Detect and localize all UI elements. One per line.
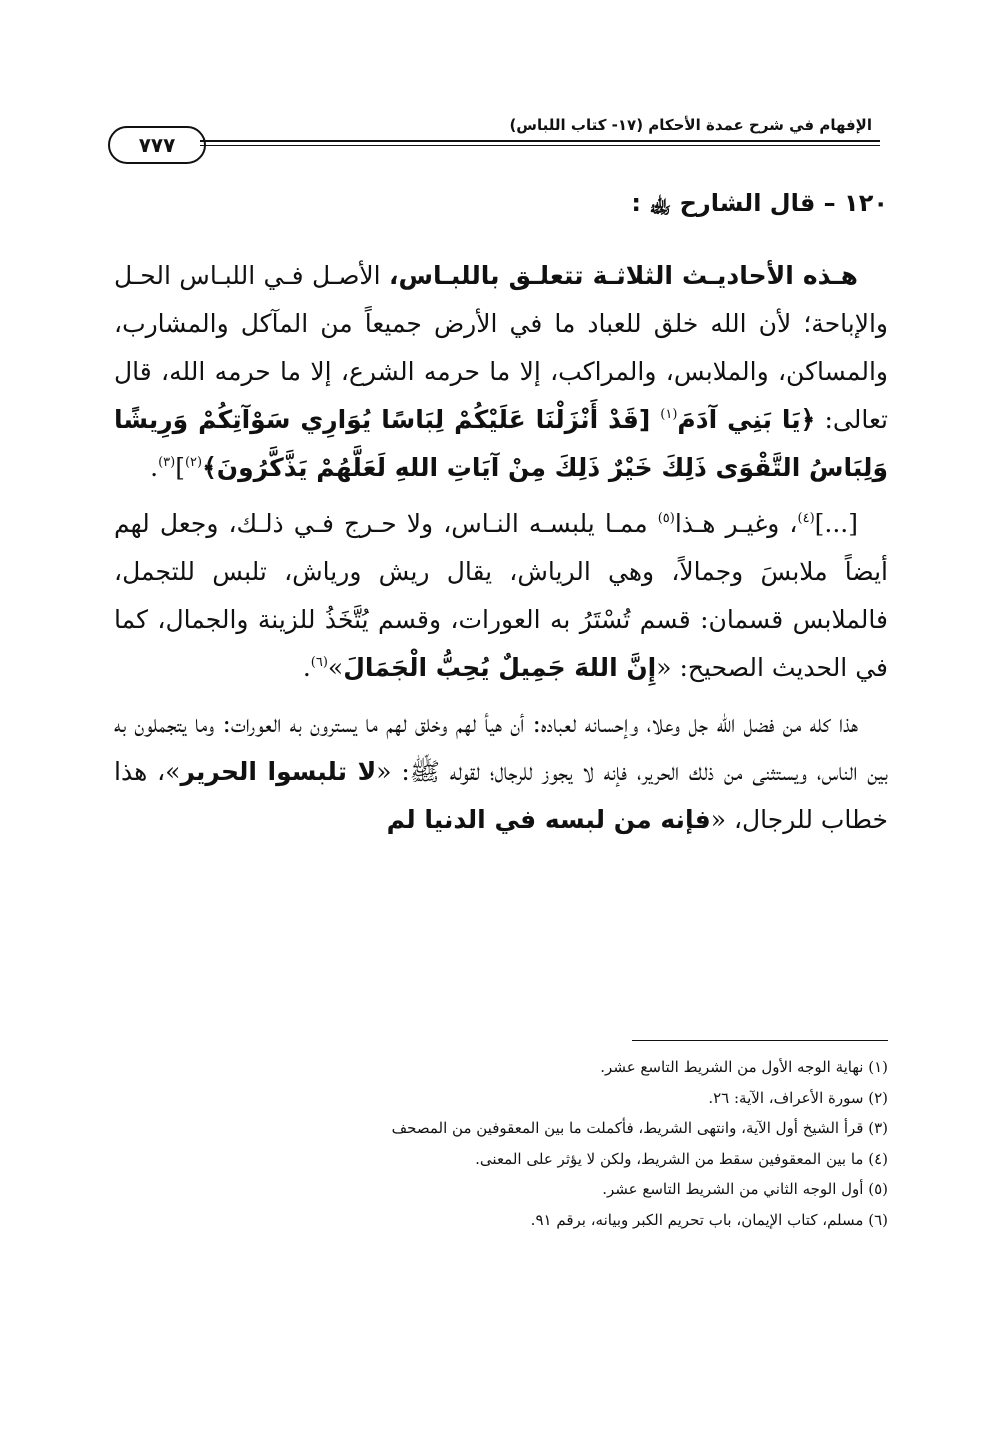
footnotes	[114, 1052, 888, 1236]
p1-period: .	[150, 453, 159, 482]
footnote-6: (٦) مسلم، كتاب الإيمان، باب تحريم الكبر وبيانه، برقم ٩١.	[530, 1210, 888, 1229]
footnote-2: (٢) سورة الأعراف، الآية: ٢٦.	[708, 1088, 888, 1107]
page-number: ٧٧٧	[108, 126, 206, 164]
footnote-1: (١) نهاية الوجه الأول من الشريط التاسع عشر.	[600, 1058, 888, 1076]
footnote-ref-3[interactable]: (٣)	[158, 455, 176, 470]
footnote-ref-5[interactable]: (٥)	[657, 511, 675, 526]
quran-verse-part-b: [قَدْ أَنْزَلْنَا عَلَيْكُمْ لِبَاسًا يُوَارِي سَوْآتِكُمْ وَرِيشًا وَلِبَاسُ التَّقْوَى ذَلِكَ خَيْرٌ ذَلِكَ مِنْ آيَاتِ اللهِ لَعَلَّهُمْ يَذَّكَّرُونَ﴾	[114, 405, 888, 482]
footnote-separator	[632, 1040, 888, 1041]
footnote-ref-6[interactable]: (٦)	[310, 655, 328, 670]
paragraph-1	[114, 252, 888, 492]
section-heading: ١٢٠ – قال الشارح ﵀ :	[631, 189, 888, 217]
header-rule-thin	[200, 145, 880, 146]
paragraph-3	[114, 700, 888, 844]
p2-text-a: ، وغيـر هـذا	[674, 509, 798, 538]
body-text	[114, 252, 888, 852]
p2-text-b: ممـا يلبسـه النـاس، ولا حـرج فـي ذلـك، وجعل لهم أيضاً ملابسَ وجمالاً، وهي الرياش، يقال ريش ورياش، تلبس للتجمل، فالملابس قسمان: قسم تُسْتَرُ به العورات، وقسم يُتَّخَذُ للزينة والجمال، كما في الحديث الصحيح: «	[114, 509, 888, 682]
hadith-quote-3: فإنه من لبسه في الدنيا لم	[386, 805, 711, 834]
footnote-ref-4[interactable]: (٤)	[797, 511, 815, 526]
p2-ellipsis: [...]	[814, 509, 858, 538]
quote-close: »	[327, 653, 344, 682]
p1-bold-lead: هـذه الأحاديـث الثلاثـة تتعلـق باللبـاس،	[388, 261, 859, 290]
hadith-quote: إِنَّ اللهَ جَمِيلٌ يُحِبُّ الْجَمَالَ	[343, 653, 657, 682]
quran-verse-part-a: ﴿يَا بَنِي آدَمَ	[677, 405, 816, 434]
paragraph-2	[114, 500, 888, 692]
p1-text: الأصـل فـي اللبـاس الحـل والإباحة؛ لأن الله خلق للعباد ما في الأرض جميعاً من المآكل والمشارب، والمساكن، والملابس، والمراكب، إلا ما حرمه الشرع، إلا ما حرمه الله، قال تعالى:	[114, 261, 889, 434]
footnote-5: (٥) أول الوجه الثاني من الشريط التاسع عشر.	[602, 1180, 888, 1199]
p2-period: .	[302, 653, 311, 682]
running-header-title: الإفهام في شرح عمدة الأحكام (١٧- كتاب اللباس)	[509, 116, 872, 134]
p3-text: هذا كله من فضل الله جل وعلا، وإحسانه لعباده: أن هيأ لهم وخلق لهم ما يسترون به العورات: وما يتجملون به بين الناس، ويستثنى من ذلك الحرير، فإنه لا يجوز للرجال؛ لقوله ﷺ: «	[114, 709, 888, 786]
bracket-close: ]	[175, 453, 185, 482]
page-header	[108, 112, 880, 162]
footnote-ref-1[interactable]: (١)	[660, 407, 678, 422]
p3-mid: »، هذا خطاب للرجال، «	[114, 757, 888, 834]
footnote-3: (٣) قرأ الشيخ أول الآية، وانتهى الشريط، فأكملت ما بين المعقوفين من المصحف	[391, 1119, 888, 1138]
footnote-4: (٤) ما بين المعقوفين سقط من الشريط، ولكن لا يؤثر على المعنى.	[475, 1149, 888, 1168]
hadith-quote-2: لا تلبسوا الحرير	[180, 757, 377, 786]
header-rule	[200, 140, 880, 142]
footnote-ref-2[interactable]: (٢)	[184, 455, 203, 470]
